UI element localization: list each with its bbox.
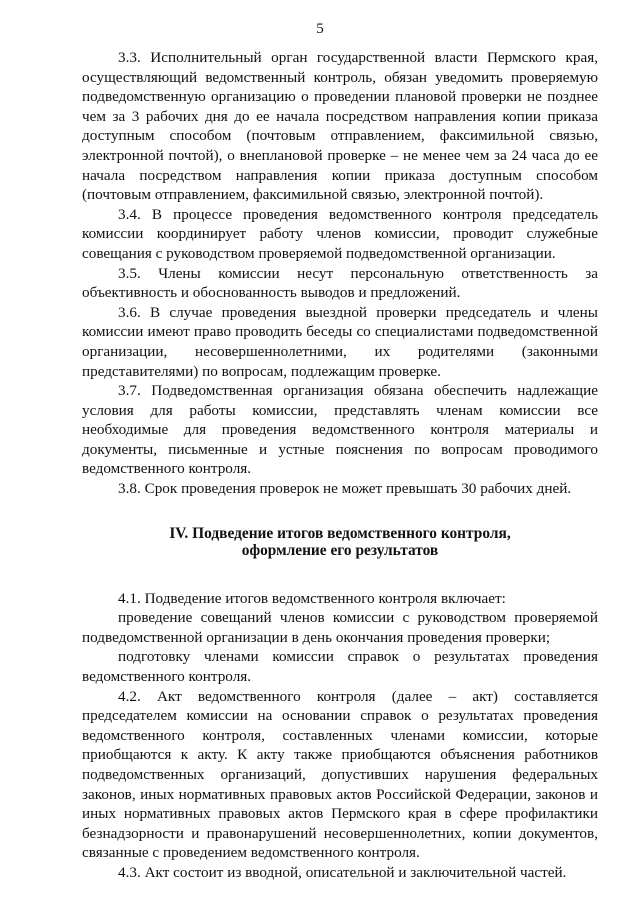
paragraph-4-3: 4.3. Акт состоит из вводной, описательной и заключительной частей. — [118, 863, 567, 881]
paragraph-4-2: 4.2. Акт ведомственного контроля (далее – акт) составляется председателем комиссии на основании справок о результатах проведения ведомственного контроля, составленных членами комиссии, которые приобщаются к акту. К акту также приобщаются объяснения работников подведомственных организаций, допустивших нарушения федеральных законов, иных нормативных правовых актов Российской Федерации, законов и иных нормативных правовых актов Пермского края в сфере профилактики безнадзорности и правонарушений несовершеннолетних, копии документов, связанные с проведением ведомственного контроля. — [82, 687, 598, 862]
paragraph-3-5: 3.5. Члены комиссии несут персональную ответственность за объективность и обоснованность выводов и предложений. — [82, 264, 598, 302]
paragraph-4-1-item-1: проведение совещаний членов комиссии с руководством проверяемой подведомственной организации в день окончания проведения проверки; — [82, 609, 598, 646]
paragraph-3-6: 3.6. В случае проведения выездной проверки председатель и члены комиссии имеют право проводить беседы со специалистами подведомственной организации, несовершеннолетними, их родителями (законными представителями) по вопросам, подлежащим проверке. — [82, 303, 598, 380]
paragraph-4-1: 4.1. Подведение итогов ведомственного контроля включает: — [118, 589, 506, 607]
paragraph-3-7: 3.7. Подведомственная организация обязана обеспечить надлежащие условия для работы комиссии, представлять членам комиссии все необходимые для проведения ведомственного контроля материалы и документы, письменные и устные пояснения по вопросам проводимого ведомственного контроля. — [82, 382, 598, 478]
page-number: 5 — [316, 21, 324, 37]
section-heading-line-2: оформление его результатов — [241, 541, 439, 559]
paragraph-3-4: 3.4. В процессе проведения ведомственного контроля председатель комиссии координирует работу членов комиссии, проводит служебные совещания с руководством проверяемой подведомственной организации. — [82, 205, 598, 262]
paragraph-3-8: 3.8. Срок проведения проверок не может превышать 30 рабочих дней. — [118, 480, 572, 498]
paragraph-3-3: 3.3. Исполнительный орган государственной власти Пермского края, осуществляющий ведомственный контроль, обязан уведомить проверяемую подведомственную организацию о проведении плановой проверки не позднее чем за 3 рабочих дня до ее начала посредством направления копии приказа доступным способом (почтовым отправлением, факсимильной связью, электронной почтой), о внеплановой проверке – не менее чем за 24 часа до ее начала посредством направления копии приказа доступным способом (почтовым отправлением, факсимильной связью, электронной почтой). — [82, 49, 598, 204]
section-heading — [82, 525, 598, 559]
section-heading-line-1: IV. Подведение итогов ведомственного контроля, — [169, 524, 511, 542]
paragraph-4-1-item-2: подготовку членами комиссии справок о результатах проведения ведомственного контроля. — [82, 648, 598, 686]
document-body — [82, 48, 598, 883]
